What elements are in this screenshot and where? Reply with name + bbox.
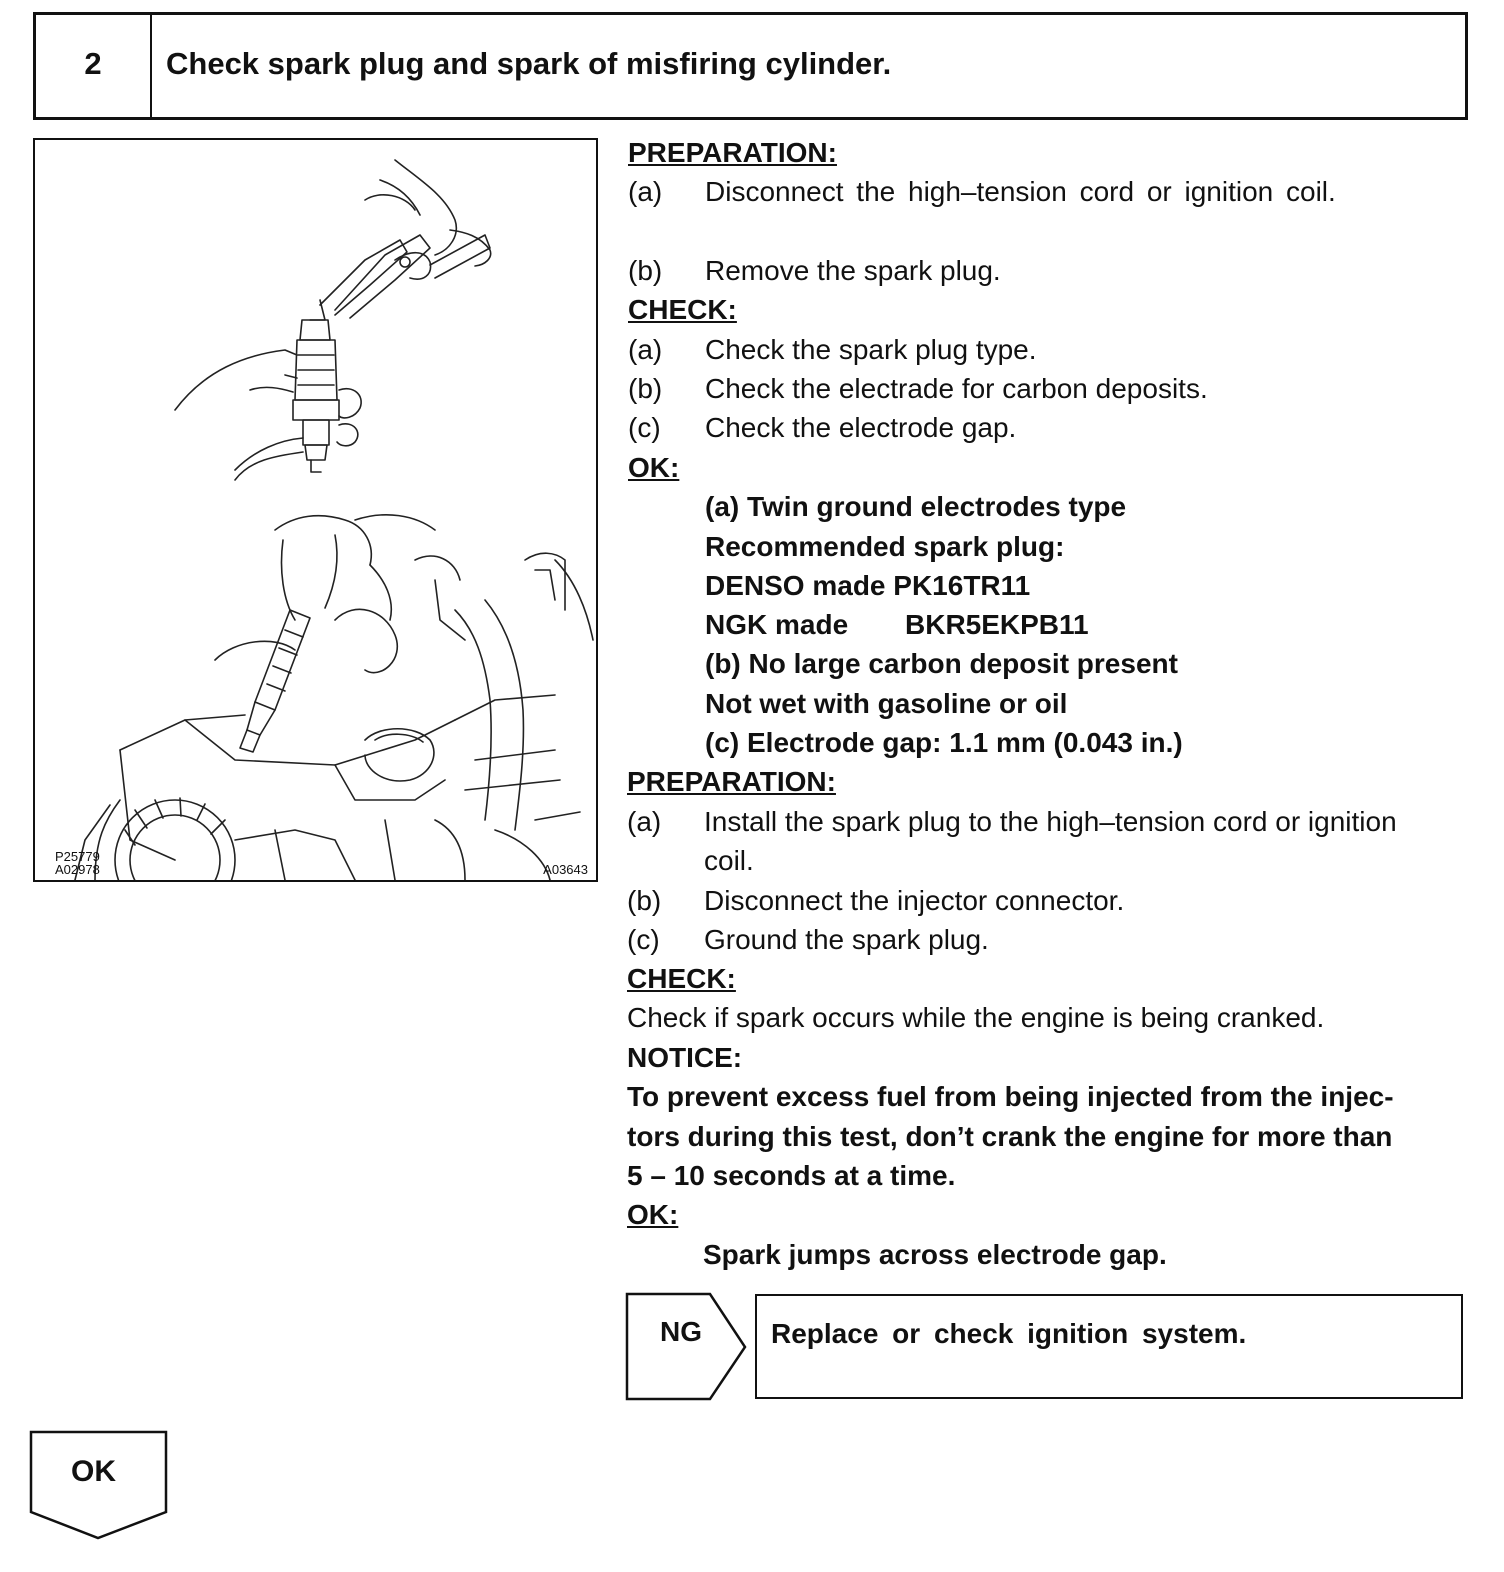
notice-line-3: 5 – 10 seconds at a time.	[627, 1160, 956, 1191]
ng-label: NG	[660, 1316, 702, 1347]
notice-line-2: tors during this test, don’t crank the engine for more than	[627, 1121, 1393, 1152]
ng-action-text: Replace or check ignition system.	[771, 1318, 1247, 1349]
step-number: 2	[36, 15, 152, 117]
ok1-line-5: (b) No large carbon deposit present	[705, 648, 1178, 679]
step-title: Check spark plug and spark of misfiring cylinder.	[166, 46, 892, 81]
check2-text: Check if spark occurs while the engine is being cranked.	[627, 1002, 1325, 1033]
check-heading-1: CHECK:	[628, 294, 737, 325]
ok-label: OK	[71, 1455, 116, 1488]
ok1-line-2: Recommended spark plug:	[705, 531, 1065, 562]
spark-plug-illustration	[35, 140, 596, 880]
notice-heading: NOTICE:	[627, 1042, 743, 1073]
ok1-line-6: Not wet with gasoline or oil	[705, 688, 1068, 719]
figure-code-right: A03643	[543, 862, 588, 877]
notice-line-1: To prevent excess fuel from being injected from the injec-	[627, 1081, 1394, 1112]
check1-item-a: (a) Check the spark plug type.	[628, 334, 1037, 365]
prep1-item-b: (b) Remove the spark plug.	[628, 255, 1001, 286]
ng-action-box	[755, 1294, 1463, 1399]
ok1-line-3: DENSO made PK16TR11	[705, 570, 1031, 601]
prep2-item-b: (b) Disconnect the injector connector.	[627, 885, 1125, 916]
ok2-text: Spark jumps across electrode gap.	[703, 1239, 1167, 1270]
ok1-line-1: (a) Twin ground electrodes type	[705, 491, 1127, 522]
ok-heading-2: OK:	[627, 1199, 679, 1230]
prep2-item-a: (a) Install the spark plug to the high–tension cord or ignition	[627, 806, 1397, 837]
check1-item-b: (b) Check the electrade for carbon deposits.	[628, 373, 1208, 404]
figure-code-left-2: A02978	[55, 862, 100, 877]
ngk-part-number: BKR5EKPB11	[905, 609, 1089, 640]
check-heading-2: CHECK:	[627, 963, 736, 994]
illustration-panel	[33, 138, 598, 882]
prep2-item-c: (c) Ground the spark plug.	[627, 924, 989, 955]
ok-heading-1: OK:	[628, 452, 680, 483]
figure-code-left-1: P25779	[55, 849, 100, 864]
ok1-line-4: NGK made	[705, 609, 849, 640]
preparation-heading-1: PREPARATION:	[628, 137, 837, 168]
check1-item-c: (c) Check the electrode gap.	[628, 412, 1017, 443]
prep2-item-a-cont: coil.	[704, 845, 754, 876]
preparation-heading-2: PREPARATION:	[627, 766, 836, 797]
step-header	[33, 12, 1468, 120]
prep1-item-a: (a) Disconnect the high–tension cord or ignition coil.	[628, 176, 1336, 207]
ok1-line-7: (c) Electrode gap: 1.1 mm (0.043 in.)	[705, 727, 1183, 758]
